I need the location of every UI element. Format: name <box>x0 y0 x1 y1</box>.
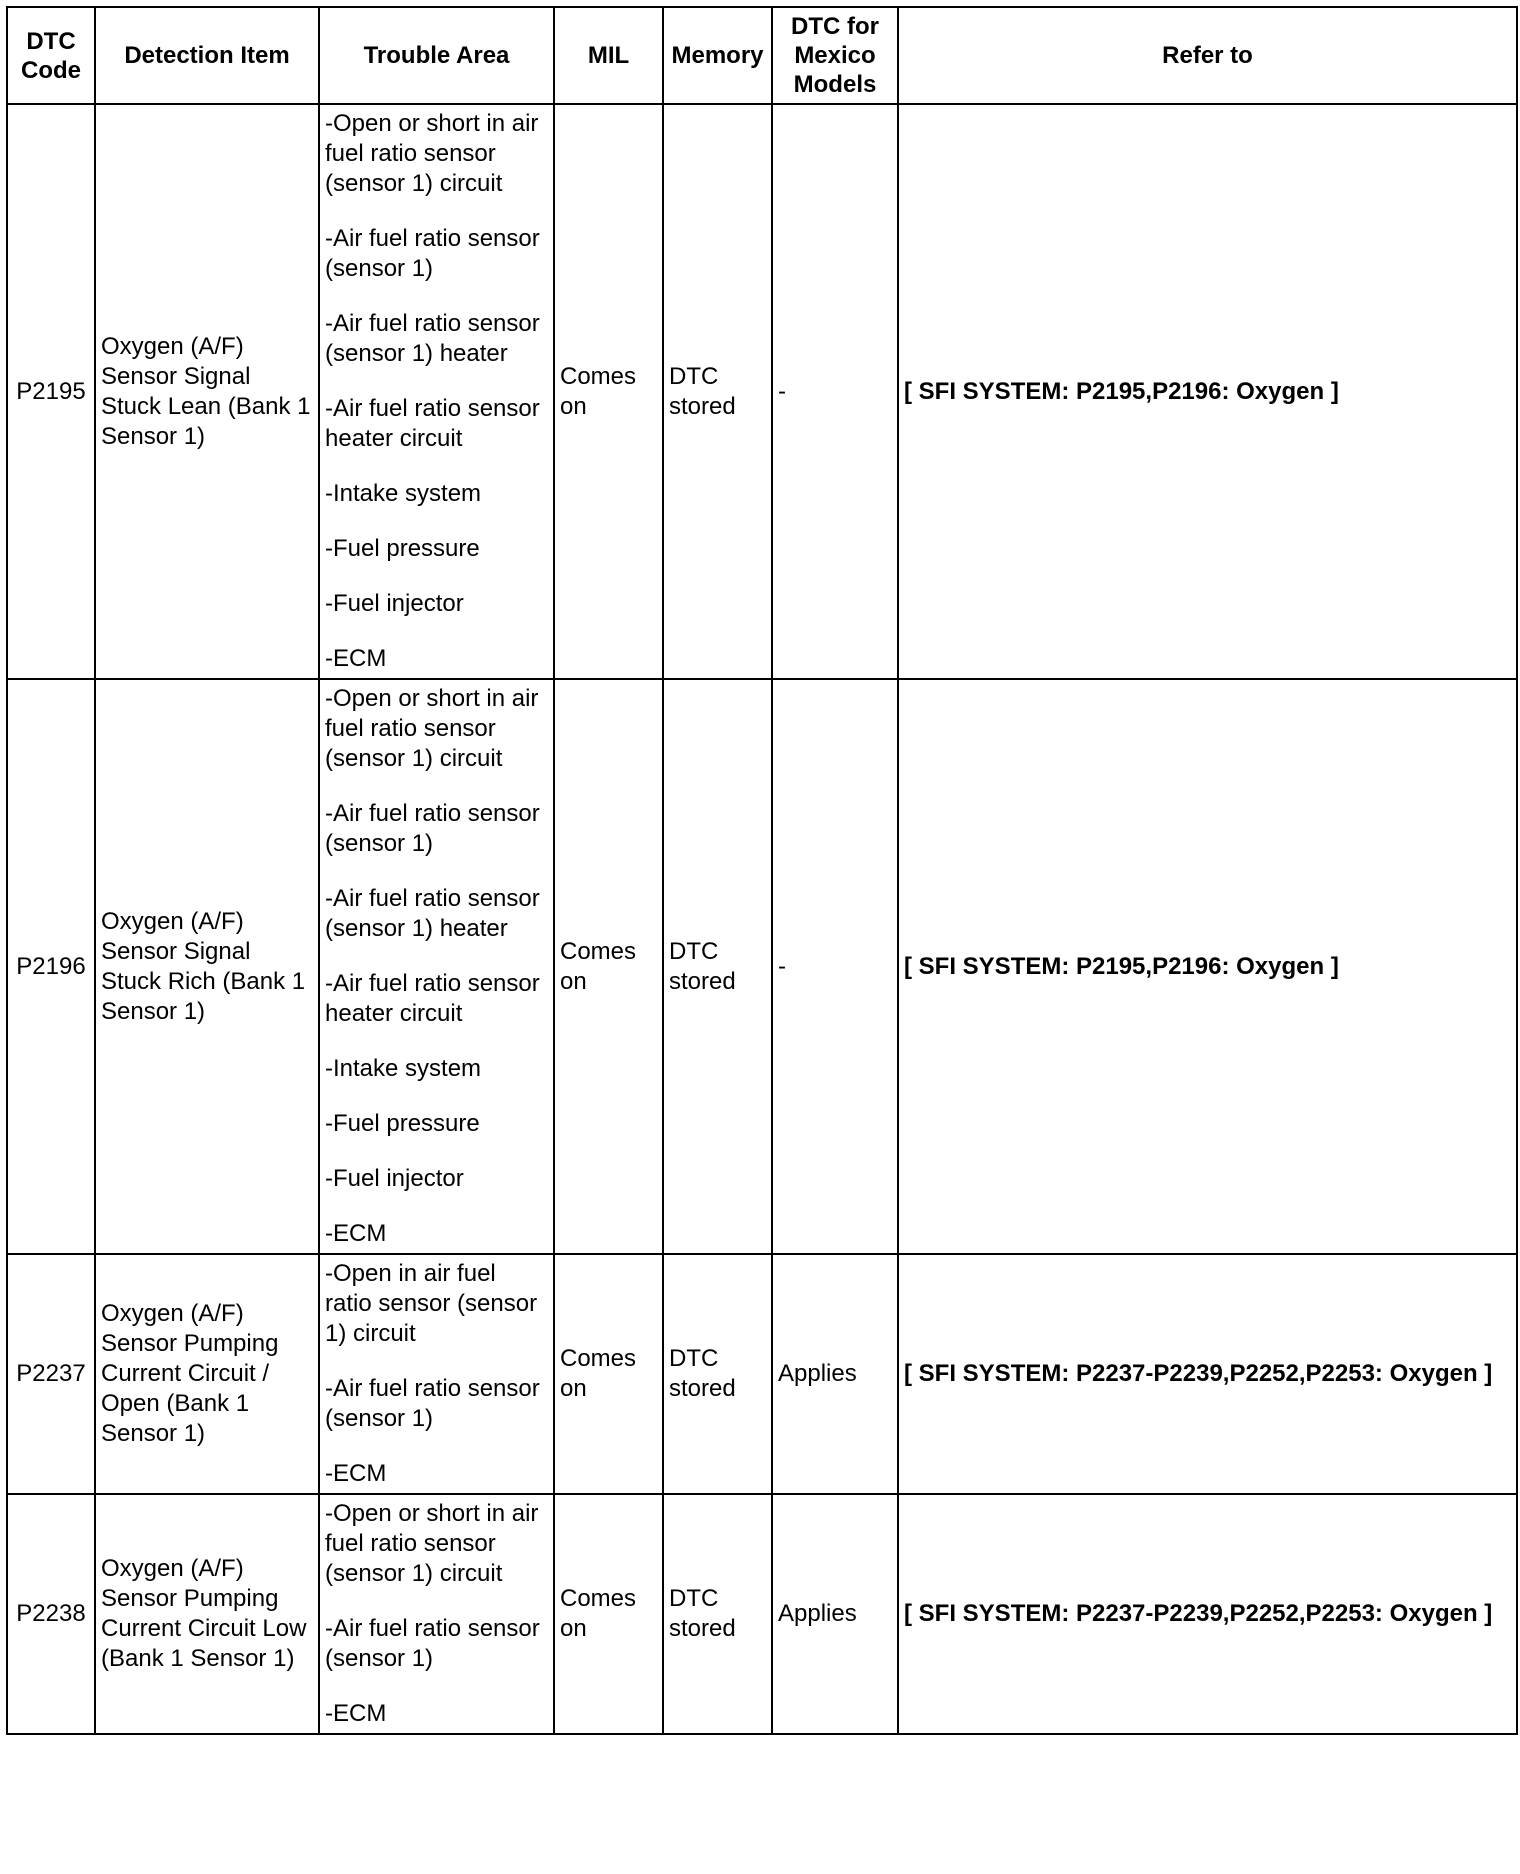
trouble-area-item: -Air fuel ratio sensor (sensor 1) heater <box>325 310 540 367</box>
trouble-area-item: -Fuel pressure <box>325 1110 480 1137</box>
refer-to-link[interactable]: [ SFI SYSTEM: P2237-P2239,P2252,P2253: Oxygen ] <box>898 1494 1517 1734</box>
mil-cell: Comes on <box>554 679 663 1254</box>
trouble-area-item: -Air fuel ratio sensor (sensor 1) <box>325 1615 540 1672</box>
trouble-area-item: -Fuel injector <box>325 590 464 617</box>
memory-cell: DTC stored <box>663 679 772 1254</box>
mexico-cell: Applies <box>772 1254 898 1494</box>
dtc-table <box>6 6 1518 1735</box>
header-memory: Memory <box>663 7 772 104</box>
dtc-code-cell: P2196 <box>7 679 95 1254</box>
dtc-code-cell: P2237 <box>7 1254 95 1494</box>
trouble-area-item: -Open in air fuel ratio sensor (sensor 1) circuit <box>325 1260 538 1347</box>
memory-cell: DTC stored <box>663 104 772 679</box>
mil-cell: Comes on <box>554 1254 663 1494</box>
trouble-area-cell <box>319 1254 554 1494</box>
header-dtc-code: DTC Code <box>7 7 95 104</box>
mil-cell: Comes on <box>554 1494 663 1734</box>
trouble-area-item: -Air fuel ratio sensor (sensor 1) <box>325 800 540 857</box>
header-detection-item: Detection Item <box>95 7 319 104</box>
trouble-area-item: -Air fuel ratio sensor (sensor 1) <box>325 225 540 282</box>
header-trouble-area: Trouble Area <box>319 7 554 104</box>
trouble-area-item: -Open or short in air fuel ratio sensor (sensor 1) circuit <box>325 1500 539 1587</box>
trouble-area-item: -Air fuel ratio sensor heater circuit <box>325 970 540 1027</box>
trouble-area-cell <box>319 104 554 679</box>
mexico-cell: - <box>772 104 898 679</box>
trouble-area-item: -Intake system <box>325 480 482 507</box>
header-mil: MIL <box>554 7 663 104</box>
header-row <box>7 7 1517 104</box>
trouble-area-item: -Fuel injector <box>325 1165 464 1192</box>
table-row <box>7 1254 1517 1494</box>
mil-cell: Comes on <box>554 104 663 679</box>
table-row <box>7 104 1517 679</box>
detection-item-cell: Oxygen (A/F) Sensor Pumping Current Circuit Low (Bank 1 Sensor 1) <box>95 1494 319 1734</box>
dtc-code-cell: P2195 <box>7 104 95 679</box>
trouble-area-item: -ECM <box>325 645 387 672</box>
detection-item-cell: Oxygen (A/F) Sensor Pumping Current Circuit / Open (Bank 1 Sensor 1) <box>95 1254 319 1494</box>
dtc-code-cell: P2238 <box>7 1494 95 1734</box>
trouble-area-item: -ECM <box>325 1220 387 1247</box>
memory-cell: DTC stored <box>663 1254 772 1494</box>
trouble-area-item: -ECM <box>325 1700 387 1727</box>
refer-to-link[interactable]: [ SFI SYSTEM: P2195,P2196: Oxygen ] <box>898 104 1517 679</box>
trouble-area-item: -Fuel pressure <box>325 535 480 562</box>
trouble-area-item: -Air fuel ratio sensor (sensor 1) <box>325 1375 540 1432</box>
trouble-area-cell <box>319 1494 554 1734</box>
trouble-area-item: -ECM <box>325 1460 387 1487</box>
trouble-area-item: -Air fuel ratio sensor (sensor 1) heater <box>325 885 540 942</box>
mexico-cell: - <box>772 679 898 1254</box>
table-row <box>7 1494 1517 1734</box>
header-refer-to: Refer to <box>898 7 1517 104</box>
trouble-area-item: -Air fuel ratio sensor heater circuit <box>325 395 540 452</box>
memory-cell: DTC stored <box>663 1494 772 1734</box>
mexico-cell: Applies <box>772 1494 898 1734</box>
dtc-table-container <box>6 6 1518 1735</box>
refer-to-link[interactable]: [ SFI SYSTEM: P2195,P2196: Oxygen ] <box>898 679 1517 1254</box>
header-mexico-models: DTC for Mexico Models <box>772 7 898 104</box>
detection-item-cell: Oxygen (A/F) Sensor Signal Stuck Lean (Bank 1 Sensor 1) <box>95 104 319 679</box>
trouble-area-cell <box>319 679 554 1254</box>
trouble-area-item: -Intake system <box>325 1055 482 1082</box>
detection-item-cell: Oxygen (A/F) Sensor Signal Stuck Rich (Bank 1 Sensor 1) <box>95 679 319 1254</box>
table-row <box>7 679 1517 1254</box>
refer-to-link[interactable]: [ SFI SYSTEM: P2237-P2239,P2252,P2253: Oxygen ] <box>898 1254 1517 1494</box>
trouble-area-item: -Open or short in air fuel ratio sensor (sensor 1) circuit <box>325 110 539 197</box>
trouble-area-item: -Open or short in air fuel ratio sensor (sensor 1) circuit <box>325 685 539 772</box>
